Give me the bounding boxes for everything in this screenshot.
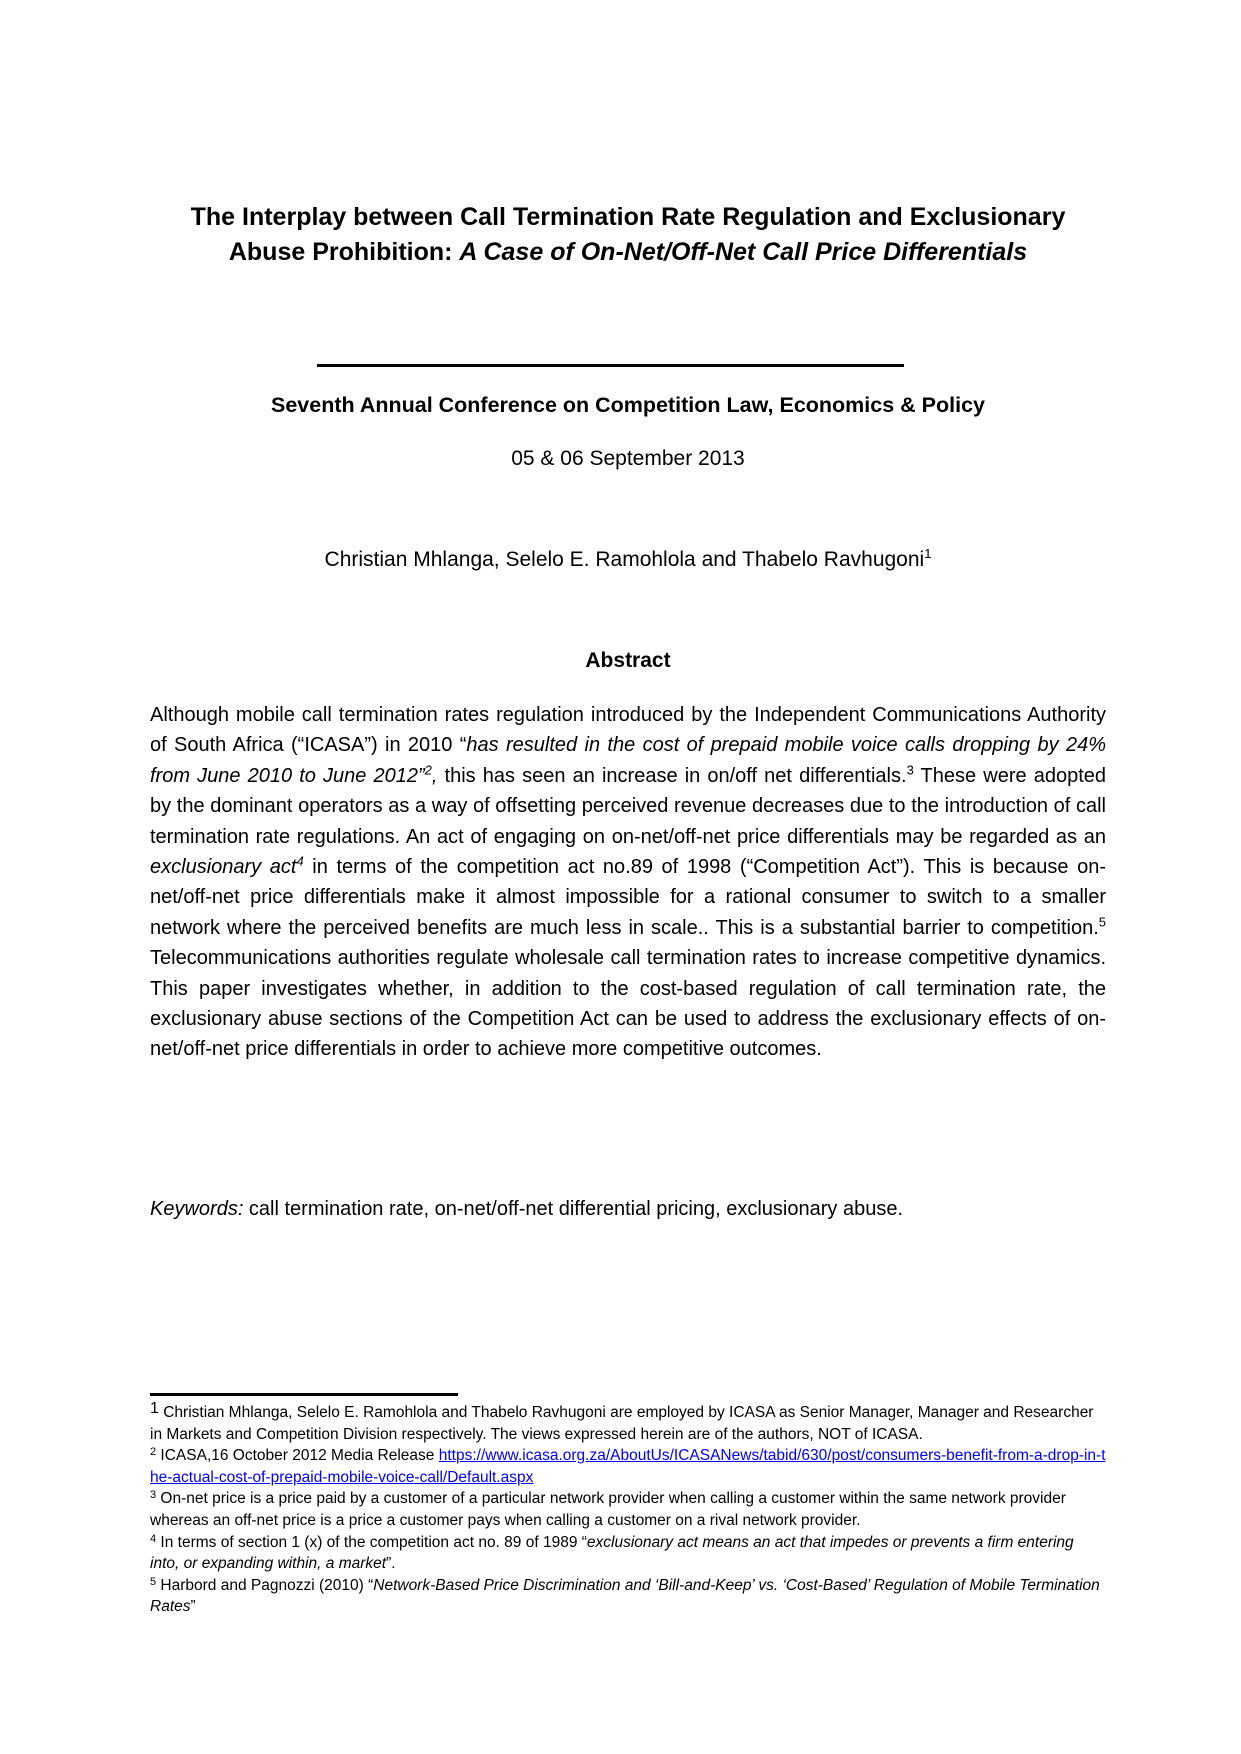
footnote-ref-5: 5 — [1098, 914, 1106, 930]
footnote-3-text: On-net price is a price paid by a customer of a particular network provider when calling a customer within the same network provider whereas an off-net price is a price a customer pays when calling a customer on a rival network provider. — [150, 1490, 1066, 1529]
abstract-run: Although mobile call termination rates regulation introduced by the Independent Communications Authority of South Africa (“ICASA”) in 2010 “ — [150, 704, 1106, 757]
footnote-4-marker: 4 — [150, 1532, 157, 1545]
footnote-ref-3: 3 — [906, 762, 914, 778]
abstract-run: in terms of the competition act no.89 of 1998 (“Competition Act”). This is because on-net/off-net price differentials make it almost impossible for a rational consumer to switch to a smaller network where the perceived benefits are much less in scale.. This is a substantial barrier to competition. — [150, 856, 1107, 939]
paper-title-line1: The Interplay between Call Termination Rate Regulation and Exclusionary — [190, 203, 1066, 231]
keywords-text: call termination rate, on-net/off-net differential pricing, exclusionary abuse. — [243, 1198, 903, 1220]
footnote-1 — [150, 1402, 1106, 1445]
paper-title-line2-italic: A Case of On-Net/Off-Net Call Price Differentials — [459, 238, 1028, 266]
footnote-2 — [150, 1445, 1106, 1488]
footnote-3 — [150, 1488, 1106, 1531]
footnote-separator — [150, 1393, 458, 1396]
conference-title: Seventh Annual Conference on Competition Law, Economics & Policy — [271, 393, 985, 417]
footnote-4-after: ”. — [386, 1555, 396, 1573]
footnote-5-after: ” — [190, 1598, 196, 1616]
footnote-5-italic: Network-Based Price Discrimination and ‘Bill-and-Keep’ vs. ‘Cost-Based’ Regulation of Mobile Termination Rates — [150, 1576, 1100, 1616]
authors-line — [150, 546, 1106, 572]
footnote-url-link[interactable]: https://www.icasa.org.za/AboutUs/ICASANews/tabid/630/post/consumers-benefit-from-a-drop-in-the-actual-cost-of-prepaid-mobile-voice-call/Default.aspx — [150, 1447, 1106, 1486]
abstract-paragraph — [150, 700, 1106, 1065]
paper-title-line2-bold: Abuse Prohibition: — [228, 238, 460, 266]
footnote-4-text: In terms of section 1 (x) of the competition act no. 89 of 1989 “ — [156, 1533, 587, 1551]
abstract-heading: Abstract — [585, 649, 671, 672]
footnote-1-text: Christian Mhlanga, Selelo E. Ramohlola and Thabelo Ravhugoni are employed by ICASA as Senior Manager, Manager and Researcher in Markets and Competition Division respectively. The views expressed herein are of the authors, NOT of ICASA. — [150, 1404, 1094, 1443]
footnote-5 — [150, 1575, 1106, 1618]
footnote-4-italic: exclusionary act means an act that impedes or prevents a firm entering into, or expanding within, a market — [150, 1533, 1074, 1573]
footnote-1-marker: 1 — [150, 1400, 159, 1417]
footnote-ref-2: 2 — [424, 762, 432, 778]
footnote-3-marker: 3 — [150, 1489, 157, 1502]
author-names: Christian Mhlanga, Selelo E. Ramohlola and Thabelo Ravhugoni — [324, 548, 925, 571]
footnotes-section — [150, 1402, 1106, 1618]
conference-date: 05 & 06 September 2013 — [511, 447, 745, 470]
footnote-2-marker: 2 — [150, 1446, 157, 1459]
footnote-ref-4: 4 — [296, 853, 304, 869]
abstract-run-italic-comma: , — [431, 764, 438, 787]
footnote-5-text: Harbord and Pagnozzi (2010) “ — [156, 1576, 374, 1594]
abstract-run-italic-quote: has resulted in the cost of prepaid mobile voice calls dropping by 24% from June 2010 to June 2012” — [150, 734, 1107, 787]
footnote-5-marker: 5 — [150, 1575, 157, 1588]
abstract-run: These were adopted by the dominant operators as a way of offsetting perceived revenue decreases due to the introduction of call termination rate regulations. An act of engaging on on-net/off-net price differentials may be regarded as an — [150, 764, 1107, 848]
title-divider — [317, 364, 904, 367]
keywords-line — [150, 1198, 1106, 1221]
keywords-label: Keywords: — [150, 1198, 244, 1220]
footnote-4 — [150, 1532, 1106, 1575]
paper-title — [150, 200, 1106, 270]
author-footnote-ref: 1 — [924, 546, 932, 561]
abstract-run: Telecommunications authorities regulate wholesale call termination rates to increase competitive dynamics. This paper investigates whether, in addition to the cost-based regulation of call termination rate, the exclusionary abuse sections of the Competition Act can be used to address the exclusionary effects of on-net/off-net price differentials in order to achieve more competitive outcomes. — [150, 947, 1106, 1061]
footnote-2-text: ICASA,16 October 2012 Media Release — [156, 1447, 439, 1465]
abstract-run-italic-term: exclusionary act — [150, 856, 297, 879]
abstract-run: this has seen an increase in on/off net differentials. — [437, 764, 907, 787]
